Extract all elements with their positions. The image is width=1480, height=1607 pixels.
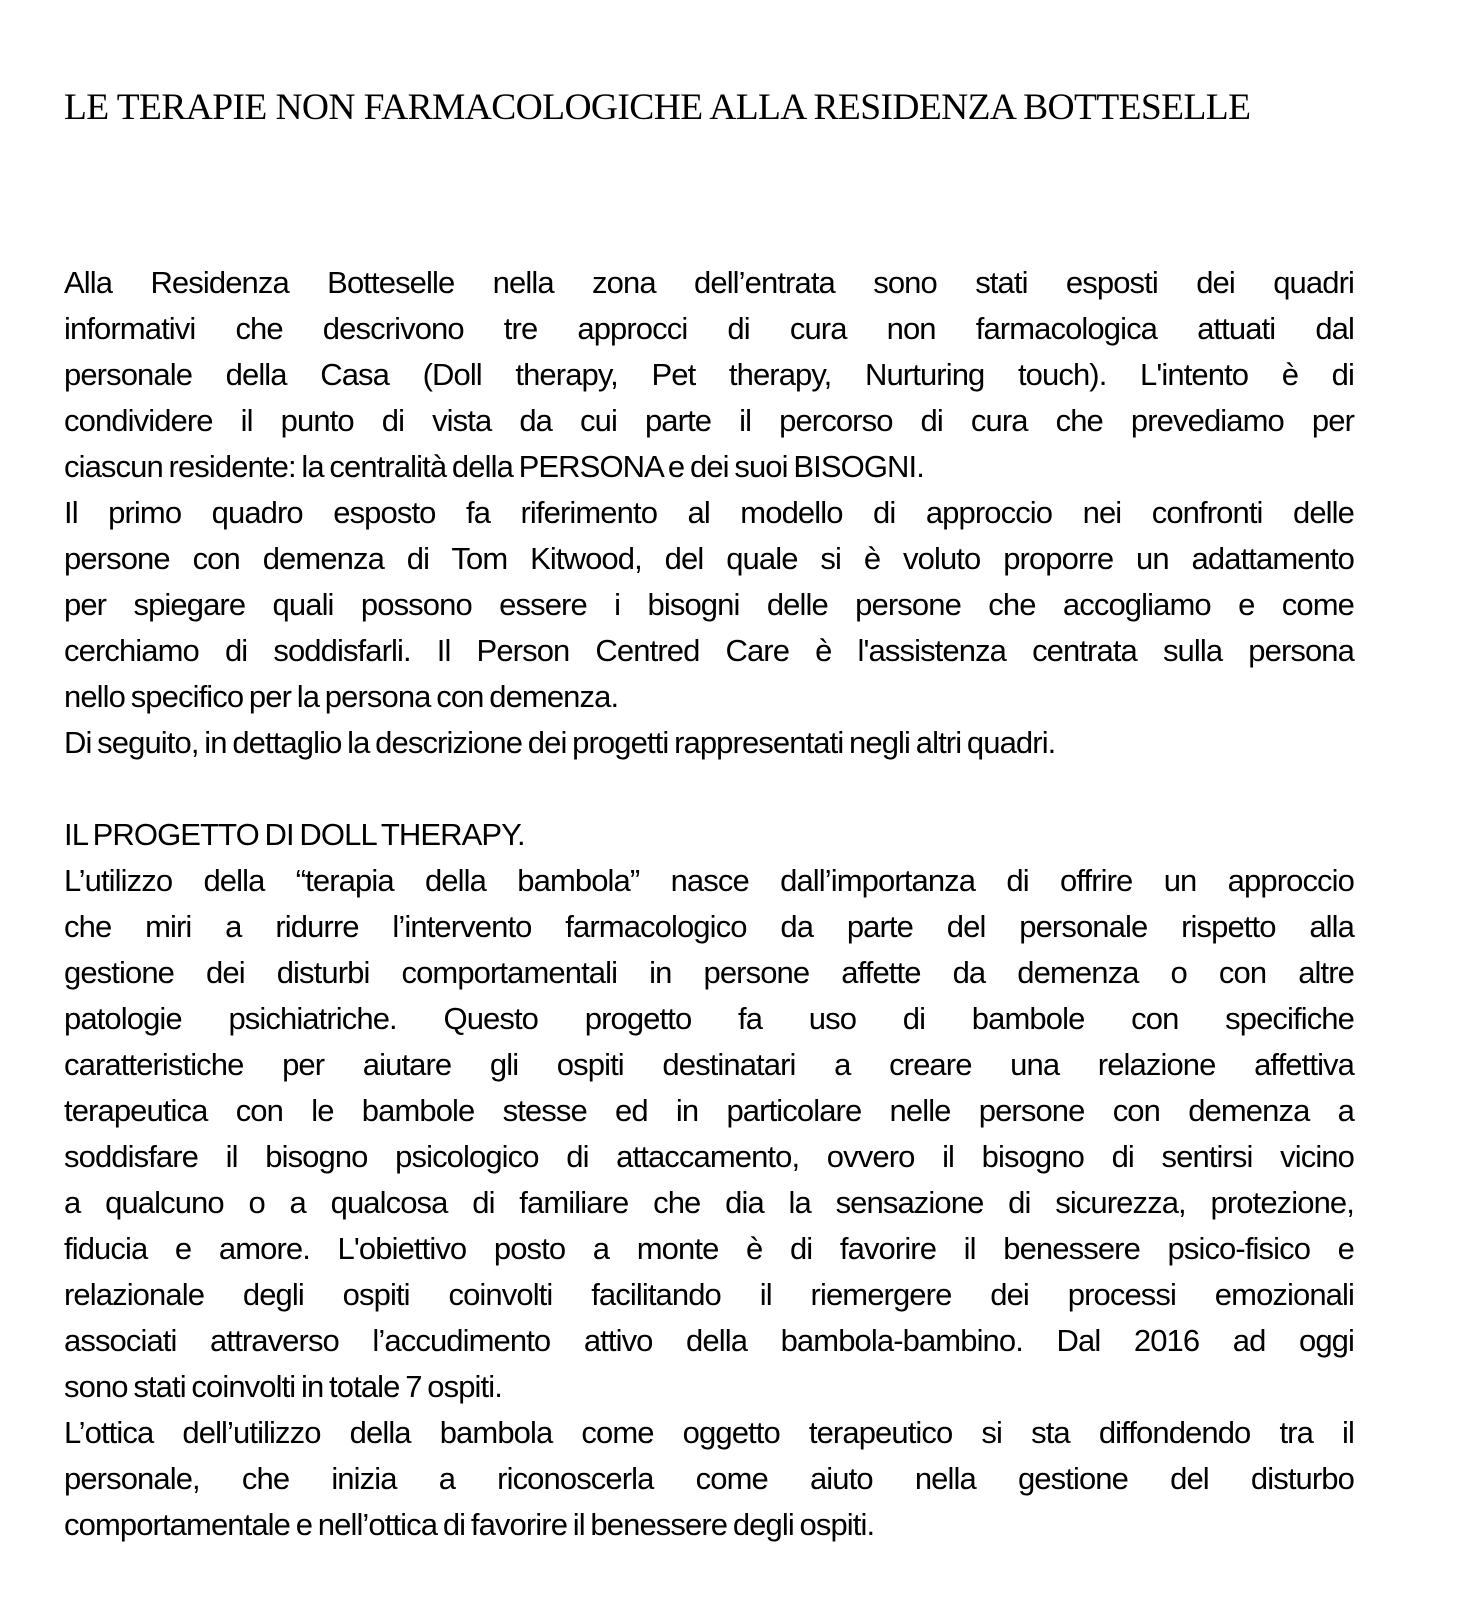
text-line: che miri a ridurre l’intervento farmacologico da parte del personale rispetto alla: [64, 909, 1354, 944]
text-line: patologie psichiatriche. Questo progetto fa uso di bambole con specifiche: [64, 1001, 1354, 1036]
text-line: soddisfare il bisogno psicologico di attaccamento, ovvero il bisogno di sentirsi vicino: [64, 1139, 1354, 1174]
text-line: per spiegare quali possono essere i bisogni delle persone che accogliamo e come: [64, 587, 1354, 622]
text-line: associati attraverso l’accudimento attivo della bambola-bambino. Dal 2016 ad oggi: [64, 1323, 1354, 1358]
text-line: comportamentale e nell’ottica di favorire il benessere degli ospiti.: [64, 1507, 875, 1542]
text-line: personale della Casa (Doll therapy, Pet therapy, Nurturing touch). L'intento è di: [64, 357, 1354, 392]
text-line: gestione dei disturbi comportamentali in persone affette da demenza o con altre: [64, 955, 1354, 990]
section-heading: IL PROGETTO DI DOLL THERAPY.: [64, 817, 525, 852]
text-line: personale, che inizia a riconoscerla come aiuto nella gestione del disturbo: [64, 1461, 1354, 1496]
text-line: fiducia e amore. L'obiettivo posto a monte è di favorire il benessere psico-fisico e: [64, 1231, 1354, 1266]
text-line: relazionale degli ospiti coinvolti facilitando il riemergere dei processi emozionali: [64, 1277, 1354, 1312]
text-line: cerchiamo di soddisfarli. Il Person Centred Care è l'assistenza centrata sulla persona: [64, 633, 1354, 668]
text-line: ciascun residente: la centralità della PERSONA e dei suoi BISOGNI.: [64, 449, 924, 484]
text-line: sono stati coinvolti in totale 7 ospiti.: [64, 1369, 502, 1404]
text-line: informativi che descrivono tre approcci di cura non farmacologica attuati dal: [64, 311, 1354, 346]
intro-paragraph-3: [64, 720, 1354, 766]
text-line: terapeutica con le bambole stesse ed in particolare nelle persone con demenza a: [64, 1093, 1354, 1128]
text-line: persone con demenza di Tom Kitwood, del quale si è voluto proporre un adattamento: [64, 541, 1354, 576]
text-line: a qualcuno o a qualcosa di familiare che dia la sensazione di sicurezza, protezione,: [64, 1185, 1354, 1220]
document-body: [64, 260, 1354, 1548]
intro-paragraph-1: [64, 260, 1354, 490]
text-line: condividere il punto di vista da cui parte il percorso di cura che prevediamo per: [64, 403, 1354, 438]
text-line: Di seguito, in dettaglio la descrizione dei progetti rappresentati negli altri quadri.: [64, 725, 1056, 760]
text-line: Il primo quadro esposto fa riferimento al modello di approccio nei confronti delle: [64, 495, 1354, 530]
text-line: caratteristiche per aiutare gli ospiti destinatari a creare una relazione affettiva: [64, 1047, 1354, 1082]
text-line: L’ottica dell’utilizzo della bambola come oggetto terapeutico si sta diffondendo tra il: [64, 1415, 1354, 1450]
paragraph-spacer: [64, 766, 1354, 812]
text-line: Alla Residenza Botteselle nella zona dell’entrata sono stati esposti dei quadri: [64, 265, 1354, 300]
doll-therapy-section: [64, 812, 1354, 1548]
document-title: LE TERAPIE NON FARMACOLOGICHE ALLA RESIDENZA BOTTESELLE: [64, 87, 1251, 128]
doll-therapy-paragraph-2: [64, 1410, 1354, 1548]
intro-paragraph-2: [64, 490, 1354, 720]
doll-therapy-paragraph-1: [64, 858, 1354, 1410]
text-line: L’utilizzo della “terapia della bambola” nasce dall’importanza di offrire un approccio: [64, 863, 1354, 898]
text-line: nello specifico per la persona con demenza.: [64, 679, 619, 714]
